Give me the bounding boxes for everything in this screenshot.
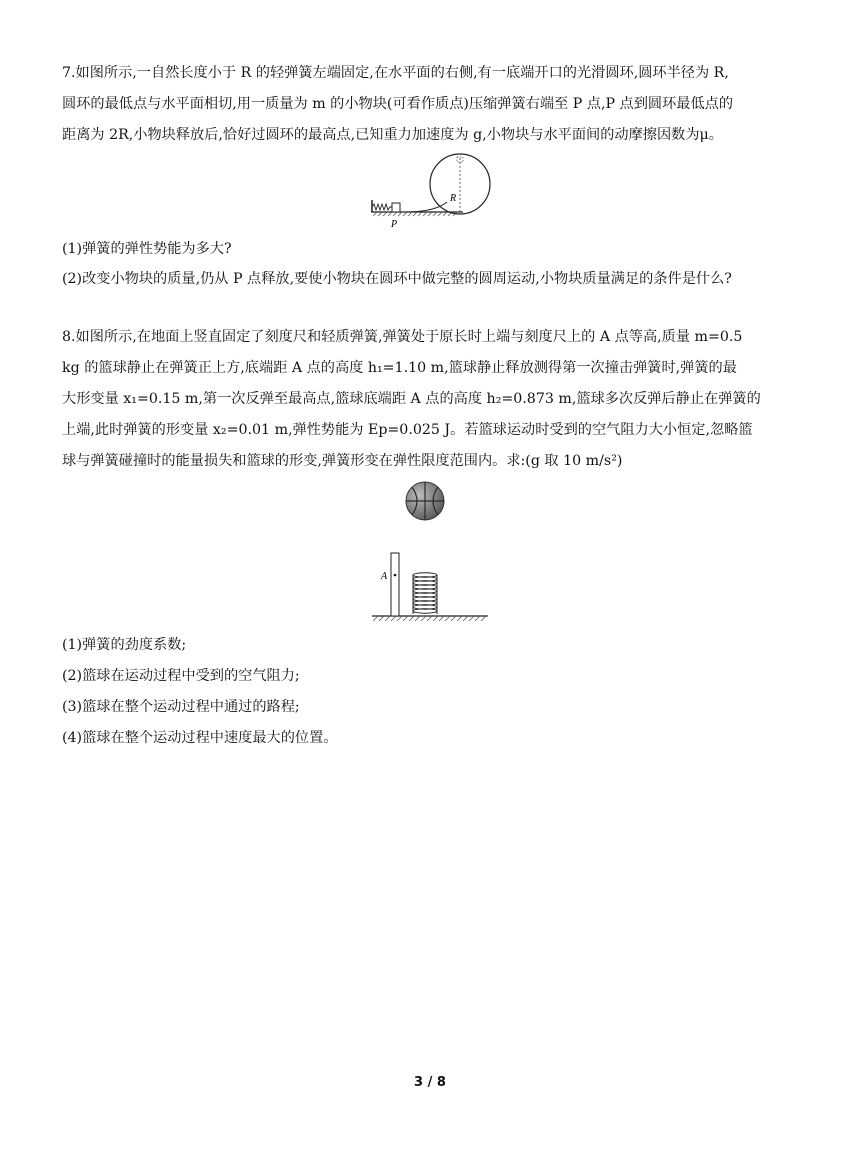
q8-figure-ruler-spring [368, 548, 492, 628]
q8-subquestion-1: (1)弹簧的劲度系数; [62, 637, 187, 653]
q8-subquestion-4: (4)篮球在整个运动过程中速度最大的位置。 [62, 730, 338, 746]
q8-stem [62, 322, 802, 477]
q7-line-1: 7.如图所示,一自然长度小于 R 的轻弹簧左端固定,在水平面的右侧,有一底端开口的光滑圆环,圆环半径为 R, [62, 65, 729, 81]
q7-figure-label-P: P [391, 219, 398, 230]
q7-subquestion-1: (1)弹簧的弹性势能为多大? [62, 241, 232, 257]
q8-line-5: 球与弹簧碰撞时的能量损失和篮球的形变,弹簧形变在弹性限度范围内。求:(g 取 10 m/s²) [62, 453, 623, 469]
q8-figure-label-A: A [381, 571, 388, 582]
q7-figure-spring-loop [365, 150, 505, 232]
q7-line-3: 距离为 2R,小物块释放后,恰好过圆环的最高点,已知重力加速度为 g,小物块与水平面间的动摩擦因数为μ。 [62, 127, 723, 143]
q8-line-1: 8.如图所示,在地面上竖直固定了刻度尺和轻质弹簧,弹簧处于原长时上端与刻度尺上的 A 点等高,质量 m=0.5 [62, 329, 743, 345]
q7-subquestion-2: (2)改变小物块的质量,仍从 P 点释放,要使小物块在圆环中做完整的圆周运动,小物块质量满足的条件是什么? [62, 271, 732, 287]
q8-line-4: 上端,此时弹簧的形变量 x₂=0.01 m,弹性势能为 Ep=0.025 J。若篮球运动时受到的空气阻力大小恒定,忽略篮 [62, 422, 753, 438]
q8-subquestion-2: (2)篮球在运动过程中受到的空气阻力; [62, 668, 300, 684]
q8-line-2: kg 的篮球静止在弹簧正上方,底端距 A 点的高度 h₁=1.10 m,篮球静止释放测得第一次撞击弹簧时,弹簧的最 [62, 360, 737, 376]
q8-line-3: 大形变量 x₁=0.15 m,第一次反弹至最高点,篮球底端距 A 点的高度 h₂=0.873 m,篮球多次反弹后静止在弹簧的 [62, 391, 761, 407]
basketball-figure [404, 480, 446, 522]
q7-stem [62, 58, 802, 151]
page-number: 3 / 8 [414, 1075, 446, 1090]
q7-line-2: 圆环的最低点与水平面相切,用一质量为 m 的小物块(可看作质点)压缩弹簧右端至 P 点,P 点到圆环最低点的 [62, 96, 734, 112]
q7-figure-label-R: R [450, 193, 457, 204]
q8-subquestion-3: (3)篮球在整个运动过程中通过的路程; [62, 699, 300, 715]
